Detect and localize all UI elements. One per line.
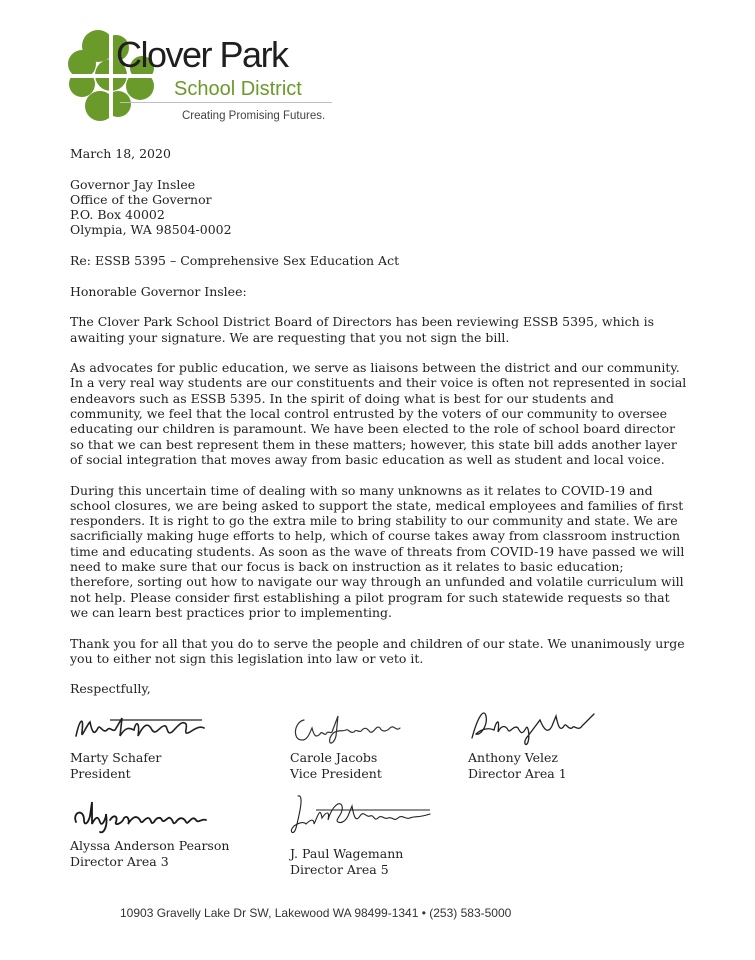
letter-subject: Re: ESSB 5395 – Comprehensive Sex Education Act <box>70 253 400 269</box>
body-paragraph: Thank you for all that you do to serve the people and children of our state. We unanimously urge you to either not sign this legislation into law or veto it. <box>70 635 685 666</box>
recipient-city: Olympia, WA 98504-0002 <box>70 222 232 238</box>
recipient-po-box: P.O. Box 40002 <box>70 207 165 223</box>
signature-marty-schafer <box>70 706 210 750</box>
signature-anthony-velez <box>468 706 608 750</box>
footer-address: 10903 Gravelly Lake Dr SW, Lakewood WA 98499-1341 • (253) 583-5000 <box>120 906 512 920</box>
signature-block-director-area-5 <box>290 792 440 877</box>
signatory-name: Carole Jacobs <box>290 750 378 765</box>
signature-block-director-area-1 <box>468 706 608 781</box>
recipient-name: Governor Jay Inslee <box>70 176 196 192</box>
signature-carole-jacobs <box>290 706 430 750</box>
signatory-name: Alyssa Anderson Pearson <box>70 838 230 853</box>
signatory-name: Marty Schafer <box>70 750 162 765</box>
signature-alyssa-pearson <box>70 792 220 838</box>
body-paragraph: During this uncertain time of dealing with so many unknowns as it relates to COVID-19 and school closures, we are being asked to support the state, medical employees and families of first responders. It is right to go the extra mile to bring stability to our community and state. We are sacrificially making huge efforts to help, which of course takes away from classroom instruction time and educating students. As soon as the wave of threats from COVID-19 have passed we will need to make sure that our focus is back on instruction as it relates to basic education; therefore, sorting out how to navigate our way through an unfunded and volatile curriculum will not help. Please consider first establishing a pilot program for such statewide requests so that we can learn best practices prior to implementing. <box>70 482 685 620</box>
recipient-office: Office of the Governor <box>70 191 212 207</box>
signatory-title: President <box>70 765 131 781</box>
brand-name: Clover Park <box>116 34 288 75</box>
recipient-address <box>70 177 690 238</box>
brand-subtitle: School District <box>174 78 302 100</box>
district-letterhead <box>64 28 344 128</box>
letter-closing: Respectfully, <box>70 681 151 697</box>
brand-divider <box>120 102 332 103</box>
signatory-title: Director Area 5 <box>290 861 389 877</box>
brand-tagline: Creating Promising Futures. <box>182 110 326 122</box>
body-paragraph: As advocates for public education, we serve as liaisons between the district and our community. In a very real way students are our constituents and their voice is often not represented in social endeavors such as ESSB 5395. In the spirit of doing what is best for our students and community, we feel that the local control entrusted by the voters of our community to oversee educating our children is paramount. We have been elected to the role of school board director so that we can best represent them in these matters; however, this state bill adds another layer of social integration that moves away from basic education as well as student and local voice. <box>70 360 687 467</box>
signature-block-vice-president <box>290 706 430 781</box>
signatory-name: J. Paul Wagemann <box>290 846 404 861</box>
signature-block-director-area-3 <box>70 792 229 869</box>
signatory-name: Anthony Velez <box>468 750 559 765</box>
body-paragraph: The Clover Park School District Board of Directors has been reviewing ESSB 5395, which is awaiting your signature. We are requesting that you not sign the bill. <box>70 314 655 345</box>
signature-block-president <box>70 706 210 781</box>
signatory-title: Director Area 1 <box>468 765 567 781</box>
letter-body <box>70 146 690 712</box>
letter-salutation: Honorable Governor Inslee: <box>70 283 247 299</box>
signatory-title: Director Area 3 <box>70 853 169 869</box>
signatory-title: Vice President <box>290 765 382 781</box>
letter-date: March 18, 2020 <box>70 146 171 161</box>
signature-paul-wagemann <box>290 792 440 846</box>
